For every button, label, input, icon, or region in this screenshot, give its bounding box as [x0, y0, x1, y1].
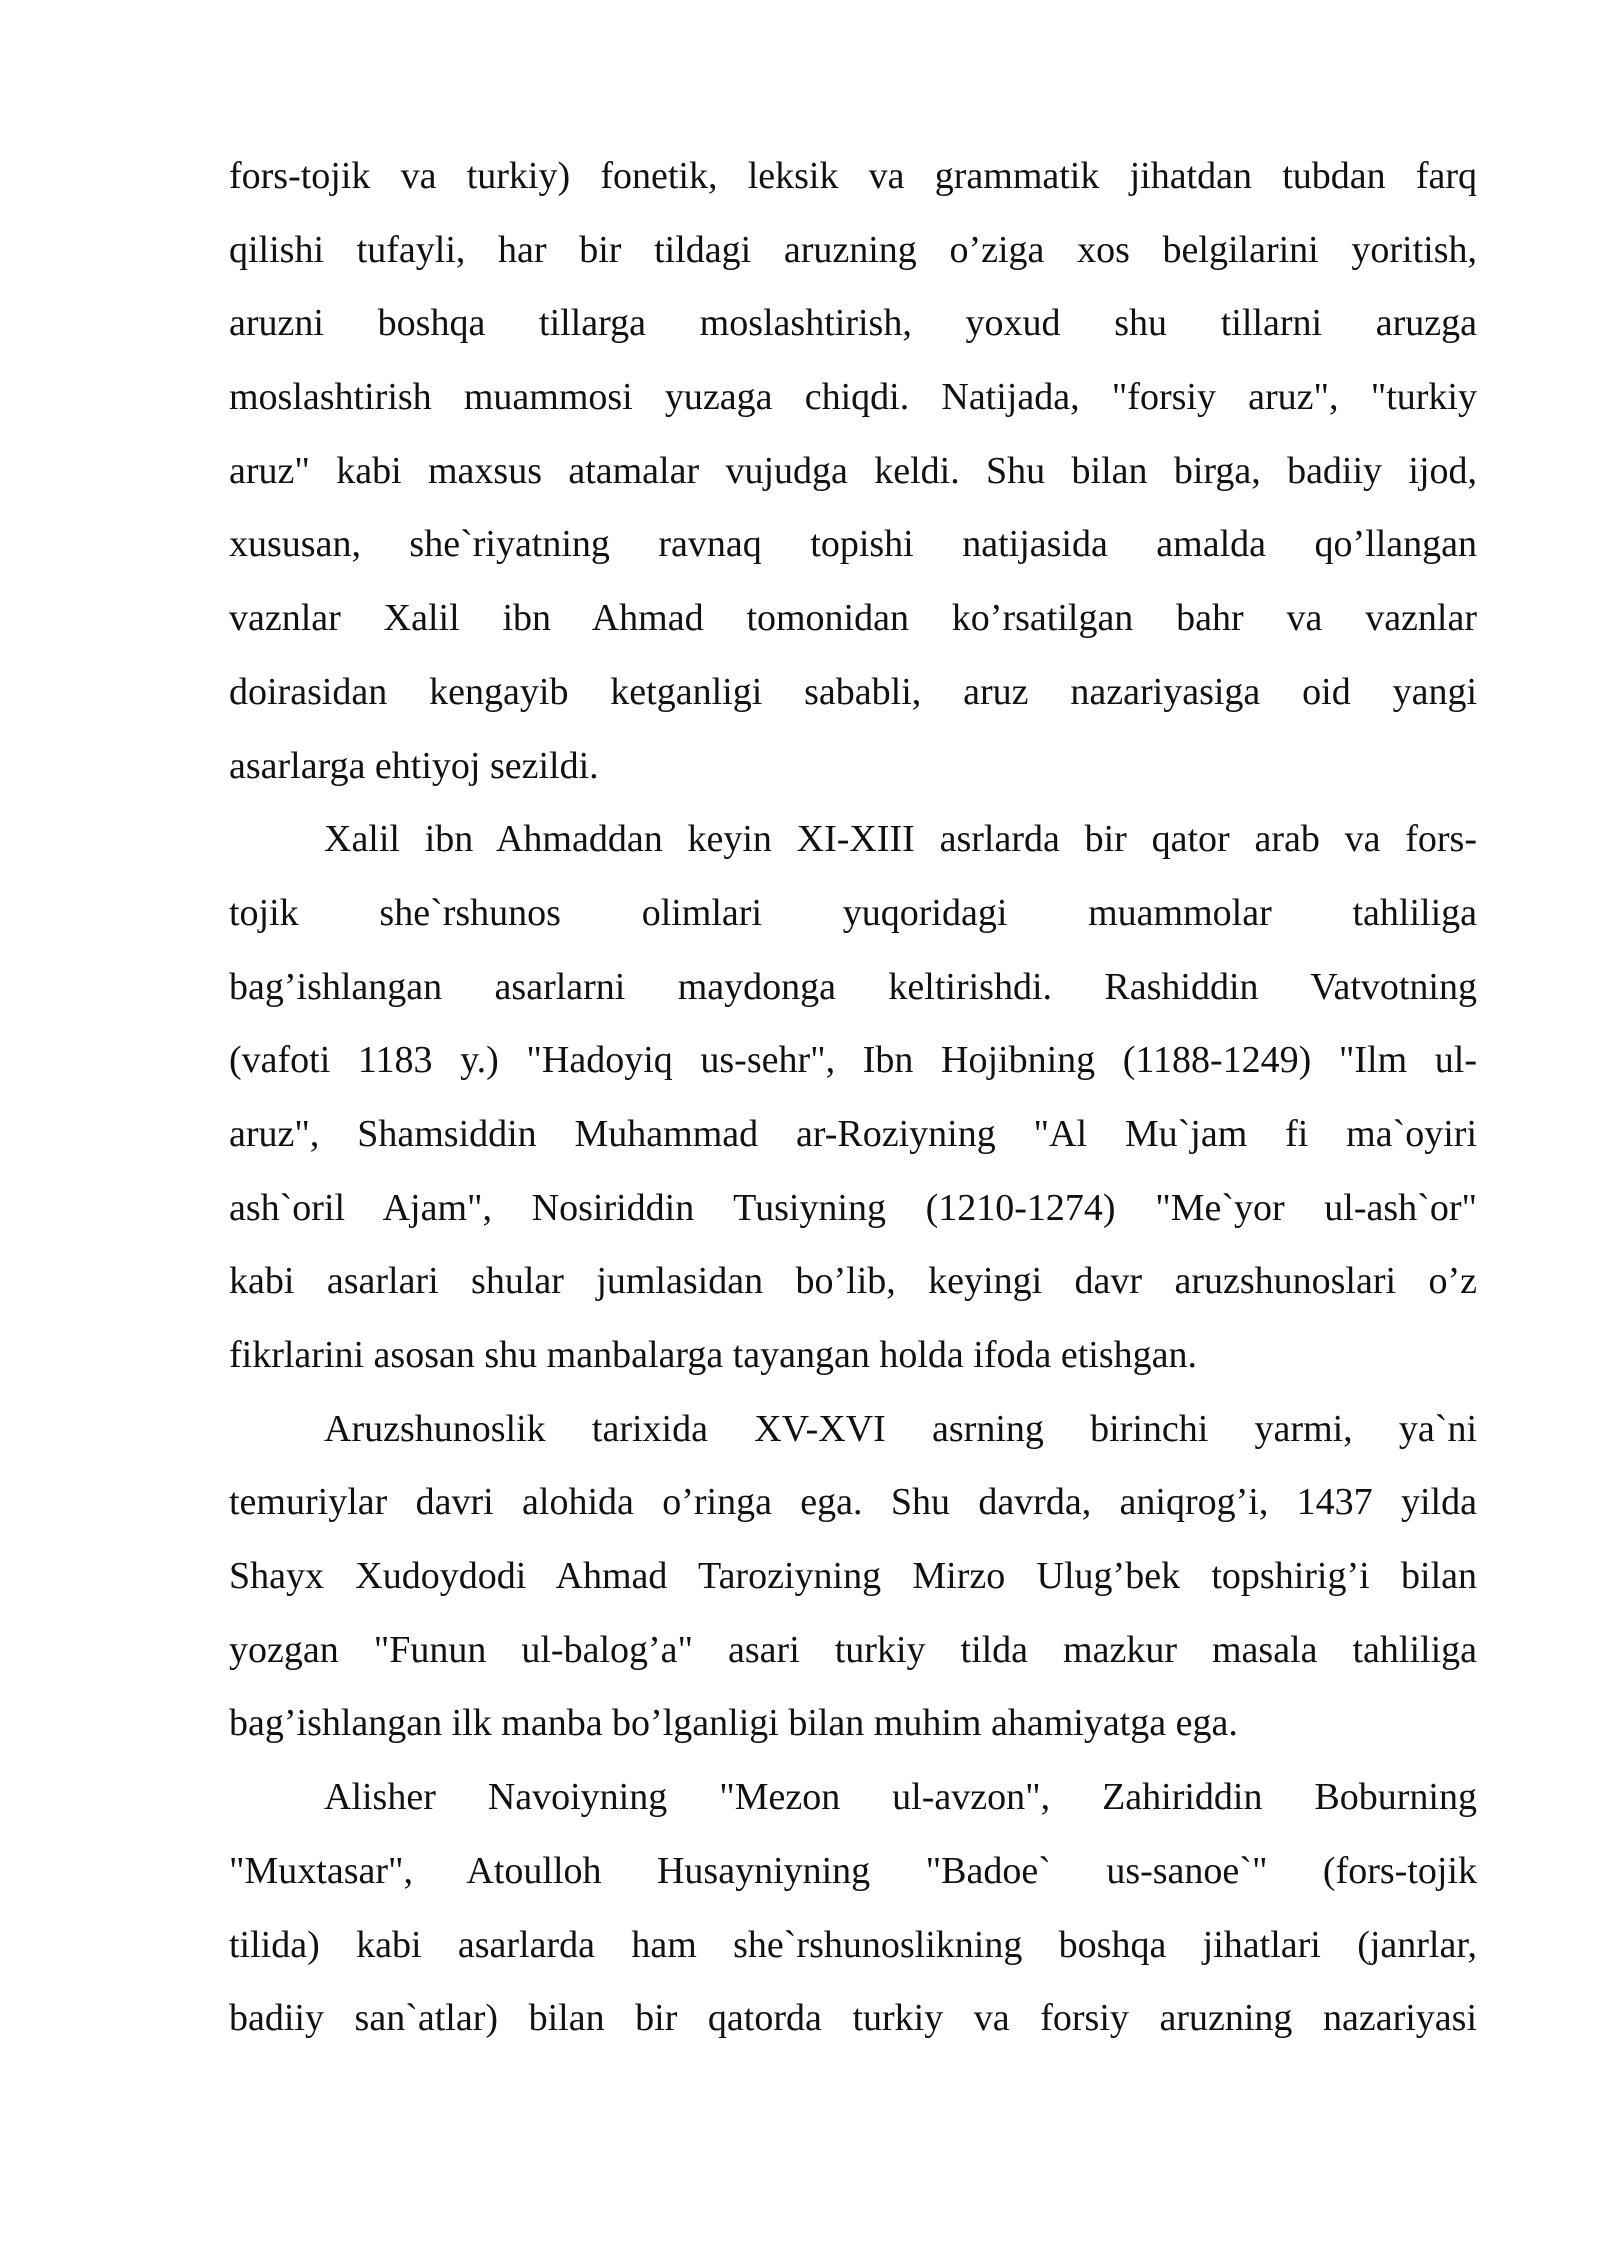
text-line: "Muxtasar", Atoulloh Husayniyning "Badoe` us-sanoe`" (fors-tojik	[229, 1849, 1477, 1892]
paragraph	[229, 1761, 1477, 2056]
text-line: Shayx Xudoydodi Ahmad Taroziyning Mirzo Ulug’bek topshirig’i bilan	[229, 1555, 1477, 1598]
text-line: aruzni boshqa tillarga moslashtirish, yoxud shu tillarni aruzga	[229, 302, 1477, 345]
text-line: vaznlar Xalil ibn Ahmad tomonidan ko’rsatilgan bahr va vaznlar	[229, 597, 1477, 640]
text-line: aruz", Shamsiddin Muhammad ar-Roziyning "Al Mu`jam fi ma`oyiri	[229, 1112, 1477, 1155]
paragraph	[229, 1393, 1477, 1761]
text-line: kabi asarlari shular jumlasidan bo’lib, keyingi davr aruzshunoslari o’z	[229, 1260, 1477, 1303]
text-line: Alisher Navoiyning "Mezon ul-avzon", Zahiriddin Boburning	[324, 1776, 1477, 1819]
text-line: bag’ishlangan ilk manba bo’lganligi bilan muhim ahamiyatga ega.	[229, 1702, 1238, 1745]
text-line: tilida) kabi asarlarda ham she`rshunoslikning boshqa jihatlari (janrlar,	[229, 1923, 1477, 1966]
paragraph	[229, 140, 1477, 803]
text-line: asarlarga ehtiyoj sezildi.	[229, 744, 599, 787]
paragraph	[229, 803, 1477, 1393]
text-line: yozgan "Funun ul-balog’a" asari turkiy tilda mazkur masala tahliliga	[229, 1628, 1477, 1671]
text-line: (vafoti 1183 y.) "Hadoyiq us-sehr", Ibn Hojibning (1188-1249) "Ilm ul-	[229, 1039, 1477, 1082]
text-line: bag’ishlangan asarlarni maydonga keltirishdi. Rashiddin Vatvotning	[229, 965, 1477, 1008]
text-line: moslashtirish muammosi yuzaga chiqdi. Natijada, "forsiy aruz", "turkiy	[229, 376, 1477, 419]
text-line: Aruzshunoslik tarixida XV-XVI asrning birinchi yarmi, ya`ni	[324, 1407, 1477, 1450]
text-line: qilishi tufayli, har bir tildagi aruzning o’ziga xos belgilarini yoritish,	[229, 228, 1477, 271]
text-line: aruz" kabi maxsus atamalar vujudga keldi. Shu bilan birga, badiiy ijod,	[229, 449, 1477, 492]
text-line: Xalil ibn Ahmaddan keyin XI-XIII asrlarda bir qator arab va fors-	[324, 818, 1477, 861]
text-line: temuriylar davri alohida o’ringa ega. Shu davrda, aniqrog’i, 1437 yilda	[229, 1481, 1477, 1524]
text-line: fors-tojik va turkiy) fonetik, leksik va grammatik jihatdan tubdan farq	[229, 155, 1477, 197]
text-line: xususan, she`riyatning ravnaq topishi natijasida amalda qo’llangan	[229, 523, 1477, 566]
text-line: tojik she`rshunos olimlari yuqoridagi muammolar tahliliga	[229, 891, 1477, 934]
text-line: fikrlarini asosan shu manbalarga tayangan holda ifoda etishgan.	[229, 1334, 1197, 1376]
text-line: ash`oril Ajam", Nosiriddin Tusiyning (1210-1274) "Me`yor ul-ash`or"	[229, 1186, 1477, 1229]
body-text	[229, 140, 1477, 2056]
text-line: badiiy san`atlar) bilan bir qatorda turkiy va forsiy aruzning nazariyasi	[229, 1997, 1477, 2040]
text-line: doirasidan kengayib ketganligi sababli, aruz nazariyasiga oid yangi	[229, 670, 1477, 713]
